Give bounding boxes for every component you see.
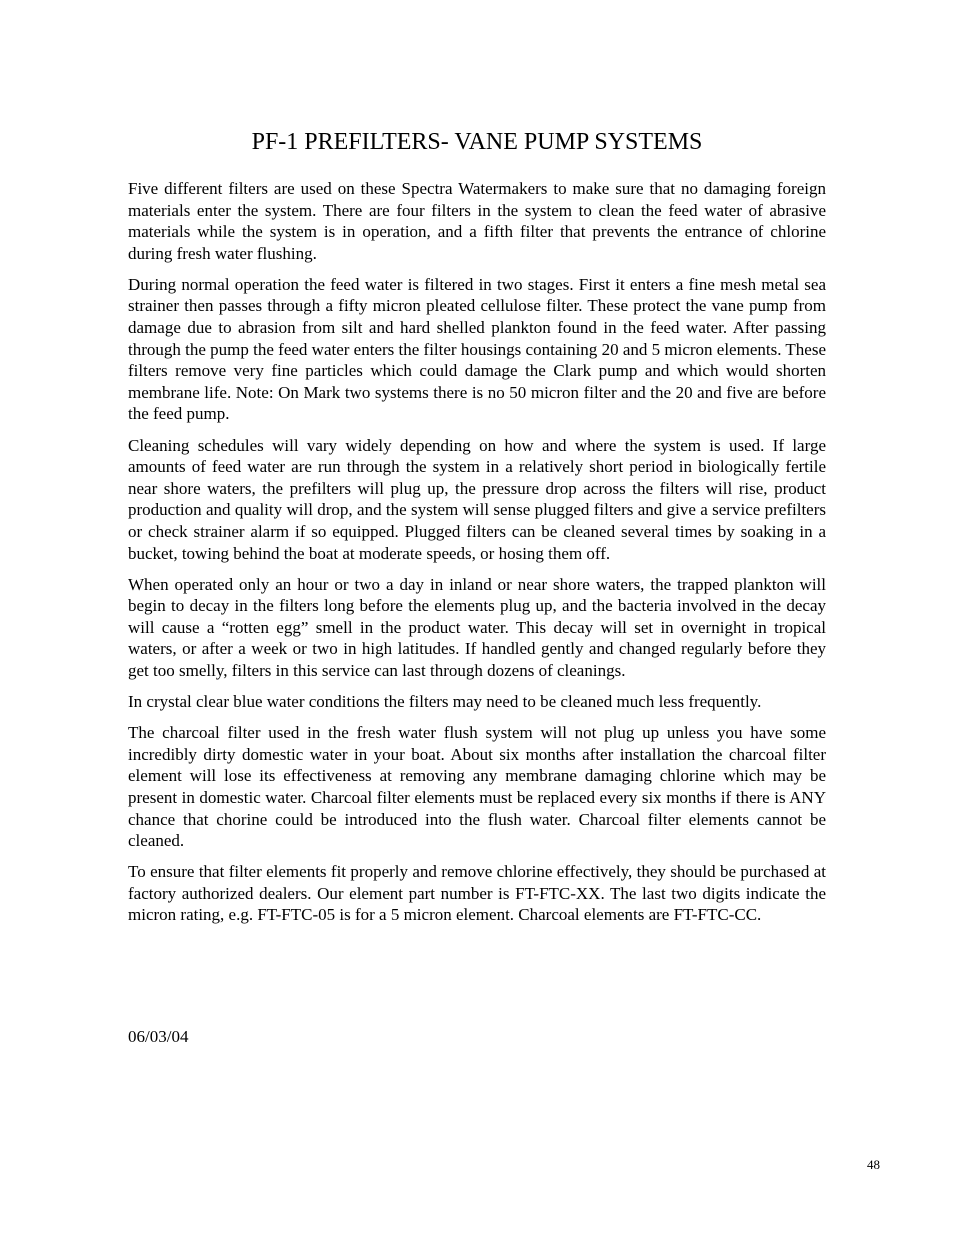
paragraph-plankton-decay: When operated only an hour or two a day in inland or near shore waters, the trapped plankton will begin to decay in the filters long before the elements plug up, and the bacteria involved in the decay will cause a “rotten egg” smell in the product water. This decay will set in overnight in tropical waters, or after a week or two in high latitudes. If handled gently and changed regularly before they get too smelly, filters in this service can last through dozens of cleanings. [128,574,826,680]
paragraph-charcoal-filter: The charcoal filter used in the fresh water flush system will not plug up unless you have some incredibly dirty domestic water in your boat. About six months after installation the charcoal filter element will lose its effectiveness at removing any membrane damaging chlorine which may be present in domestic water. Charcoal filter elements must be replaced every six months if there is ANY chance that chorine could be introduced into the flush water. Charcoal filter elements cannot be cleaned. [128,723,826,851]
body-text [128,178,826,936]
document-date: 06/03/04 [128,1027,189,1046]
paragraph-clear-water: In crystal clear blue water conditions the filters may need to be cleaned much less frequently. [128,692,762,712]
paragraph-filters-overview: Five different filters are used on these Spectra Watermakers to make sure that no damaging foreign materials enter the system. There are four filters in the system to clean the feed water of abrasive materials while the system is in operation, and a fifth filter that prevents the entrance of chlorine during fresh water flushing. [128,179,826,263]
paragraph-normal-operation: During normal operation the feed water is filtered in two stages. First it enters a fine mesh metal sea strainer then passes through a fifty micron pleated cellulose filter. These protect the vane pump from damage due to abrasion from silt and hard shelled plankton found in the feed water. After passing through the pump the feed water enters the filter housings containing 20 and 5 micron elements. These filters remove very fine particles which could damage the Clark pump and which would shorten membrane life. Note: On Mark two systems there is no 50 micron filter and the 20 and five are before the feed pump. [128,274,826,424]
page-number: 48 [867,1157,880,1172]
page-title: PF-1 PREFILTERS- VANE PUMP SYSTEMS [251,129,703,155]
paragraph-part-numbers: To ensure that filter elements fit properly and remove chlorine effectively, they should be purchased at factory authorized dealers. Our element part number is FT-FTC-XX. The last two digits indicate the micron rating, e.g. FT-FTC-05 is for a 5 micron element. Charcoal elements are FT-FTC-CC. [128,862,826,925]
paragraph-cleaning-schedules: Cleaning schedules will vary widely depending on how and where the system is used. If large amounts of feed water are run through the system in a relatively short period in biologically fertile near shore waters, the prefilters will plug up, the pressure drop across the filters will rise, product production and quality will drop, and the system will sense plugged filters and give a service prefilters or check strainer alarm if so equipped. Plugged filters can be cleaned several times by soaking in a bucket, towing behind the boat at moderate speeds, or hosing them off. [128,435,826,563]
